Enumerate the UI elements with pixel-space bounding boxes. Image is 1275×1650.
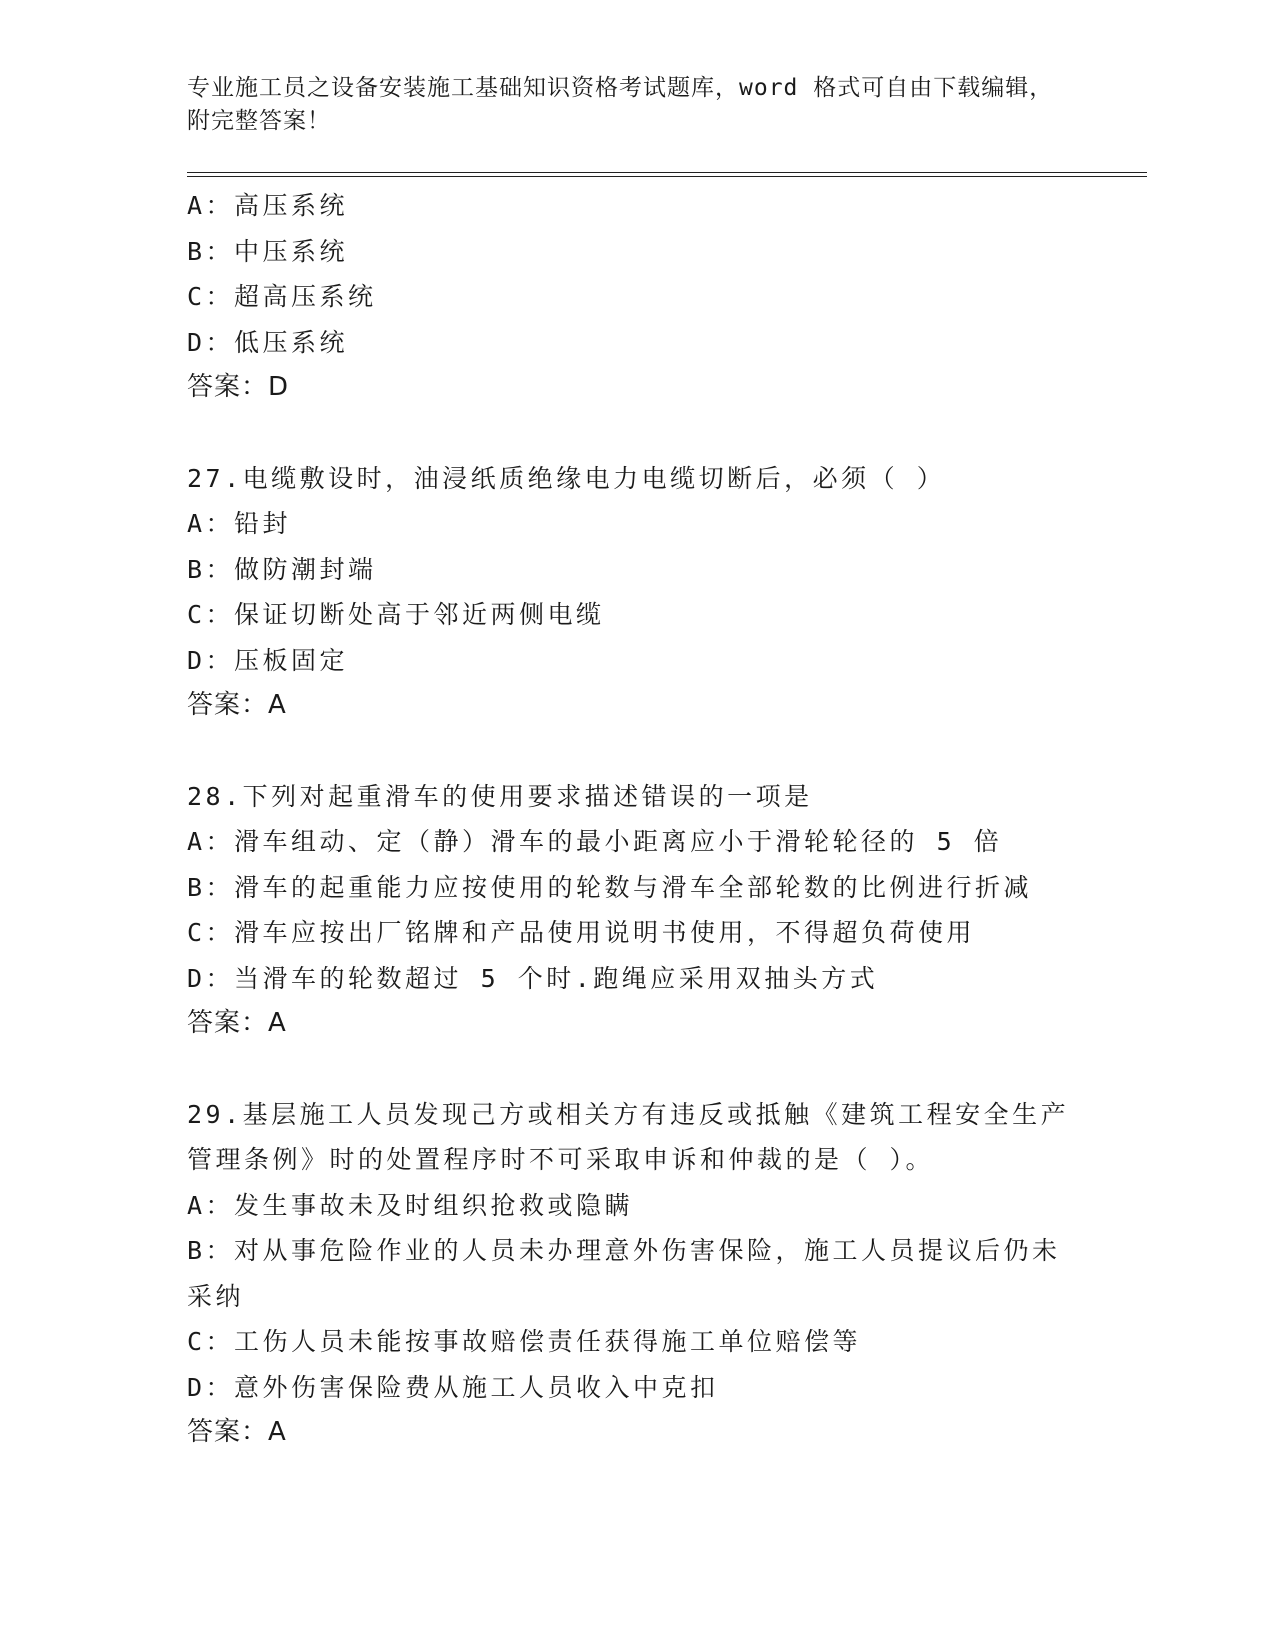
question-29-block <box>187 1092 1147 1456</box>
question-stem-line-1: 29.基层施工人员发现己方或相关方有违反或抵触《建筑工程安全生产 <box>187 1099 1070 1129</box>
question-stem-line-2: 管理条例》时的处置程序时不可采取申诉和仲裁的是（ ）。 <box>187 1145 935 1174</box>
option-b: B：滑车的起重能力应按使用的轮数与滑车全部轮数的比例进行折减 <box>187 872 1033 902</box>
option-b: B：做防潮封端 <box>187 554 377 584</box>
option-c: C：超高压系统 <box>187 282 377 311</box>
option-c: C：保证切断处高于邻近两侧电缆 <box>187 600 605 629</box>
header-line-1: 专业施工员之设备安装施工基础知识资格考试题库，word 格式可自由下载编辑， <box>187 75 1054 101</box>
option-a: A：铅封 <box>187 509 292 538</box>
option-b: B：中压系统 <box>187 236 349 266</box>
option-c: C：滑车应按出厂铭牌和产品使用说明书使用，不得超负荷使用 <box>187 918 976 947</box>
answer: 答案：A <box>187 1008 287 1038</box>
document-page <box>187 72 1147 1456</box>
option-d: D：当滑车的轮数超过 5 个时.跑绳应采用双抽头方式 <box>187 963 879 993</box>
option-a: A：发生事故未及时组织抢救或隐瞒 <box>187 1190 634 1220</box>
option-b-line-1: B：对从事危险作业的人员未办理意外伤害保险，施工人员提议后仍未 <box>187 1236 1061 1265</box>
option-d: D：压板固定 <box>187 645 349 675</box>
document-header <box>187 72 1147 138</box>
option-d: D：意外伤害保险费从施工人员收入中克扣 <box>187 1372 719 1402</box>
header-line-2: 附完整答案！ <box>187 108 331 134</box>
header-double-rule <box>187 172 1147 177</box>
answer: 答案：D <box>187 372 290 402</box>
question-stem: 28.下列对起重滑车的使用要求描述错误的一项是 <box>187 781 813 811</box>
option-d: D：低压系统 <box>187 327 349 357</box>
option-c: C：工伤人员未能按事故赔偿责任获得施工单位赔偿等 <box>187 1327 862 1356</box>
answer: 答案：A <box>187 1417 287 1447</box>
question-26-block <box>187 183 1147 411</box>
answer: 答案：A <box>187 690 287 720</box>
option-a: A：高压系统 <box>187 191 349 220</box>
option-b-line-2: 采纳 <box>187 1281 245 1311</box>
question-stem: 27.电缆敷设时，油浸纸质绝缘电力电缆切断后，必须（ ） <box>187 463 946 493</box>
option-a: A：滑车组动、定（静）滑车的最小距离应小于滑轮轮径的 5 倍 <box>187 827 1003 856</box>
question-27-block <box>187 456 1147 729</box>
question-28-block <box>187 774 1147 1047</box>
